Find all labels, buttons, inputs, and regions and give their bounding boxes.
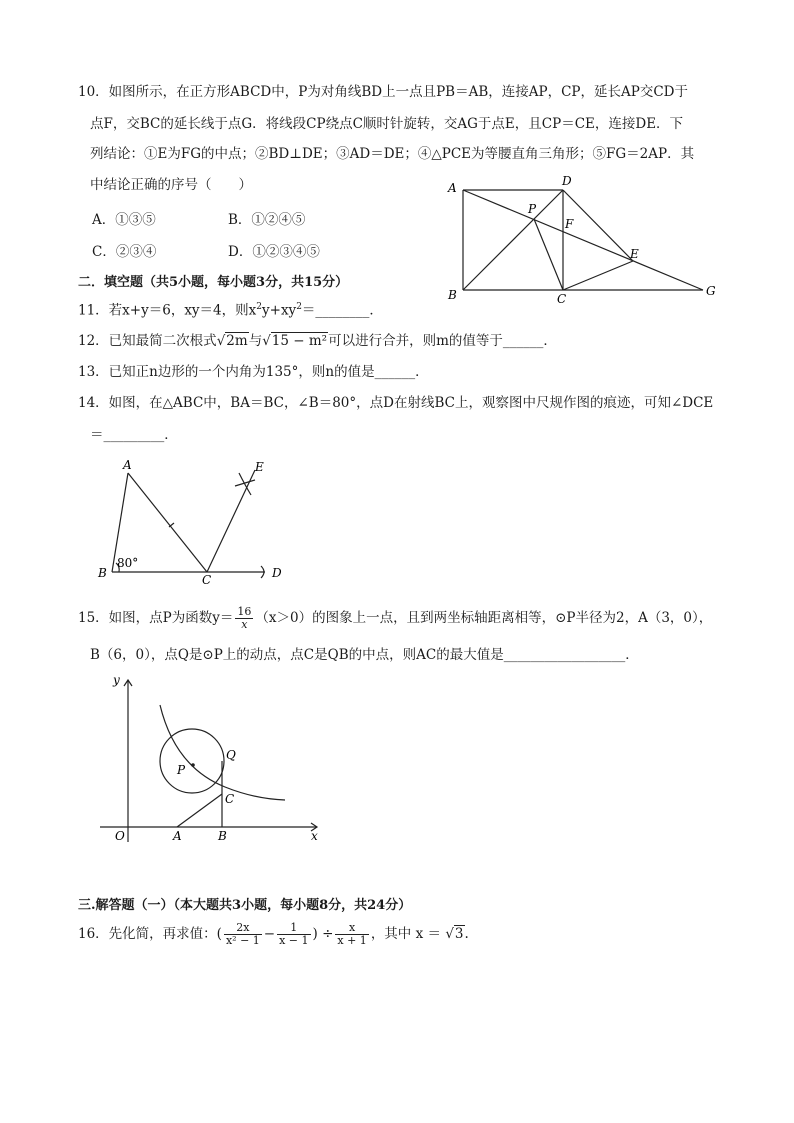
q10-option-d: D．①②③④⑤ — [228, 244, 320, 260]
q16-f2-den: x − 1 — [279, 934, 309, 948]
q11-suffix: ＝________． — [301, 302, 383, 319]
q10-line-3: 列结论：①E为FG的中点；②BD⊥DE；③AD＝DE；④△PCE为等腰直角三角形；⑤FG＝2AP．其 — [90, 146, 695, 162]
q13: 13．已知正n边形的一个内角为135°，则n的值是______． — [78, 364, 429, 380]
point-p — [191, 763, 195, 767]
q16-fraction-3 — [335, 922, 368, 947]
q11-mid: y+xy — [262, 302, 297, 319]
q11-sup2: 2 — [296, 302, 302, 312]
q16-suffix-2: . — [464, 926, 469, 943]
label-angle-80: 80° — [117, 556, 139, 570]
label-q: Q — [226, 748, 236, 762]
q15-prefix: 15．如图，点P为函数y＝ — [78, 610, 234, 627]
q16-f1-num: 2x — [224, 922, 262, 935]
q10-option-b: B．①②④⑤ — [228, 212, 306, 228]
q12-radical-1: 2m — [226, 333, 248, 349]
q11-prefix: 11．若x+y＝6，xy＝4，则x — [78, 302, 257, 319]
q14-line-2: ＝_________． — [90, 427, 178, 443]
q12-radical-2: 15 − m² — [271, 333, 328, 349]
q11-sup1: 2 — [256, 302, 262, 312]
q16-f2-num: 1 — [277, 922, 310, 935]
q12-suffix: 可以进行合并，则m的值等于______． — [328, 333, 557, 349]
q12-mid: 与 — [248, 333, 263, 349]
q16-f1-den: x² − 1 — [225, 934, 260, 948]
label-c: C — [202, 573, 212, 587]
circle-p — [160, 729, 224, 793]
q15-line-1 — [78, 606, 712, 631]
q16-prefix: 16．先化简，再求值：( — [78, 926, 222, 943]
segment-ag — [463, 190, 703, 290]
label-o: O — [115, 829, 125, 843]
q15-fraction — [235, 606, 253, 631]
ray-ce — [207, 470, 255, 572]
label-f: F — [565, 217, 574, 231]
q16-fraction-1 — [224, 922, 262, 947]
segment-ce — [563, 261, 633, 290]
label-x: x — [311, 829, 318, 843]
label-a: A — [123, 458, 132, 472]
segment-ac — [177, 794, 222, 827]
label-a: A — [173, 829, 182, 843]
label-a: A — [448, 181, 457, 195]
q16-f3-den: x + 1 — [337, 934, 367, 948]
q12: 12．已知最简二次根式√2m与√15 − m²可以进行合并，则m的值等于______． — [78, 333, 557, 349]
label-d: D — [562, 174, 572, 188]
q16-suffix-1: ，其中 x ＝ — [370, 926, 446, 943]
side-ac — [128, 473, 207, 572]
q10-line-4: 中结论正确的序号（ ） — [90, 177, 252, 193]
label-g: G — [706, 284, 716, 298]
label-c: C — [225, 792, 235, 806]
label-p: P — [528, 202, 537, 216]
label-p: P — [177, 763, 186, 777]
q16-f3-num: x — [335, 922, 368, 935]
label-c: C — [557, 292, 567, 306]
q10-line-1: 10．如图所示，在正方形ABCD中，P为对角线BD上一点且PB＝AB，连接AP，CP，延长AP交CD于 — [78, 84, 688, 100]
q15-suffix: （x＞0）的图象上一点，且到两坐标轴距离相等，⊙P半径为2，A（3，0）， — [255, 610, 713, 627]
q12-prefix: 12．已知最简二次根式 — [78, 333, 217, 349]
q10-option-c: C．②③④ — [92, 244, 157, 260]
q14-triangle-figure — [95, 455, 295, 585]
section-2-title: 二．填空题（共5小题，每小题3分，共15分） — [78, 275, 349, 290]
q10-line-2: 点F，交BC的延长线于点G．将线段CP绕点C顺时针旋转，交AG于点E，且CP＝CE，连接DE．下 — [90, 116, 684, 132]
q16-fraction-2 — [277, 922, 310, 947]
q16: 16．先化简，再求值：( $\frac{2x}{\text{x² − 1}}$ − $\frac{1}{x - 1}$ ) ÷ $\frac{x}{x + 1}$ ，其中 x ＝ √3. — [78, 921, 469, 948]
q10-option-a: A．①③⑤ — [92, 212, 156, 228]
q15-line-2: B（6，0），点Q是⊙P上的动点，点C是QB的中点，则AC的最大值是__________________． — [90, 647, 639, 663]
section-3-title: 三.解答题（一）（本大题共3小题，每小题8分，共24分） — [78, 898, 412, 913]
label-e: E — [255, 460, 264, 474]
segment-de — [563, 190, 633, 261]
q11 — [78, 302, 383, 319]
label-b: B — [448, 288, 457, 302]
label-e: E — [630, 247, 639, 261]
q15-frac-num: 16 — [237, 605, 252, 618]
q15-coordinate-figure — [95, 672, 335, 847]
q10-square-figure — [440, 170, 730, 305]
q15-frac-den: x — [241, 618, 248, 632]
label-b: B — [98, 566, 107, 580]
label-y: y — [113, 673, 120, 687]
q16-minus: − — [263, 926, 276, 943]
diagonal-bd — [463, 190, 563, 290]
label-d: D — [272, 566, 282, 580]
q14-line-1: 14．如图，在△ABC中，BA＝BC，∠B＝80°，点D在射线BC上，观察图中尺规作图的痕迹，可知∠DCE — [78, 395, 714, 411]
label-b: B — [218, 829, 227, 843]
q16-div: ) ÷ — [312, 926, 334, 943]
q16-sqrt-value: 3 — [454, 926, 464, 943]
